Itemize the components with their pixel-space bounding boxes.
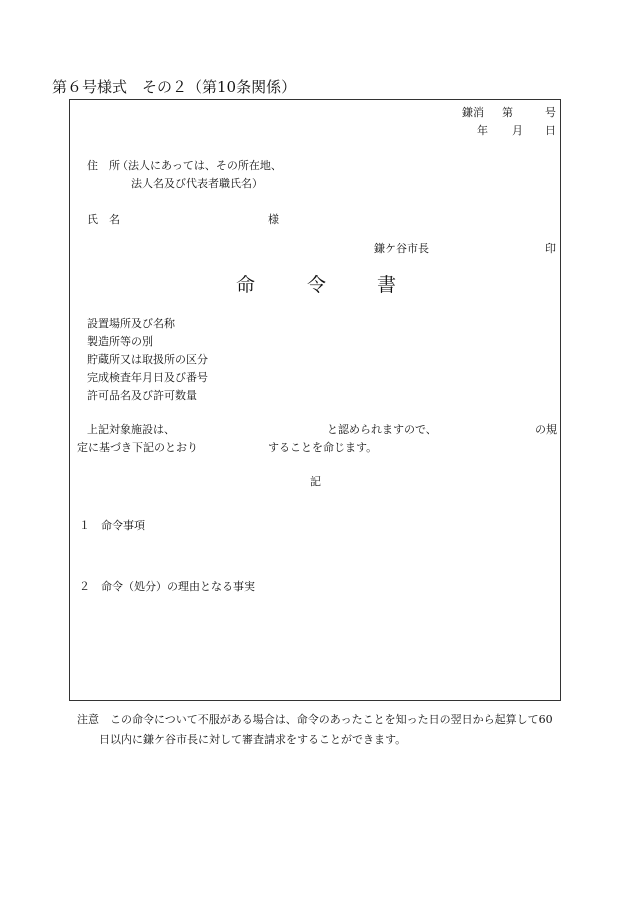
title-char-2: 令 bbox=[307, 274, 327, 296]
issuer-title: 鎌ケ谷市長 bbox=[374, 242, 429, 255]
field-facility-type: 製造所等の別 bbox=[87, 335, 153, 348]
notice-line2: 日以内に鎌ケ谷市長に対して審査請求をすることができます。 bbox=[99, 733, 407, 746]
name-label: 氏 名 bbox=[87, 213, 120, 226]
date-month: 月 bbox=[512, 124, 523, 137]
address-label: 住 所 bbox=[87, 159, 120, 172]
title-char-3: 書 bbox=[377, 274, 397, 296]
ref-go: 号 bbox=[545, 106, 556, 119]
date-day: 日 bbox=[545, 124, 556, 137]
seal-mark: 印 bbox=[545, 242, 556, 255]
field-location-name: 設置場所及び名称 bbox=[87, 317, 175, 330]
notice-line1: 注意 この命令について不服がある場合は、命令のあったことを知った日の翌日から起算して60 bbox=[77, 713, 553, 726]
ref-prefix: 鎌消 bbox=[462, 106, 484, 119]
ki-marker: 記 bbox=[310, 475, 321, 488]
body-line1-start: 上記対象施設は、 bbox=[87, 423, 175, 436]
honorific: 様 bbox=[268, 213, 279, 226]
field-permitted-items: 許可品名及び許可数量 bbox=[87, 389, 197, 402]
item-reason: ２ 命令（処分）の理由となる事実 bbox=[79, 580, 255, 593]
body-line2-end: することを命じます。 bbox=[268, 441, 378, 454]
body-line1-end: の規 bbox=[535, 423, 557, 436]
address-note-line1: （法人にあっては、その所在地、 bbox=[117, 159, 282, 172]
title-char-1: 命 bbox=[236, 274, 256, 296]
body-line2-start: 定に基づき下記のとおり bbox=[77, 441, 198, 454]
field-inspection-date: 完成検査年月日及び番号 bbox=[87, 371, 208, 384]
date-year: 年 bbox=[477, 124, 488, 137]
body-line1-mid: と認められますので、 bbox=[327, 423, 437, 436]
ref-dai: 第 bbox=[502, 106, 513, 119]
item-order: １ 命令事項 bbox=[79, 519, 145, 532]
form-title: 第６号様式 その２（第10条関係） bbox=[52, 78, 297, 96]
address-note-line2: 法人名及び代表者職氏名） bbox=[131, 177, 263, 190]
field-storage-class: 貯蔵所又は取扱所の区分 bbox=[87, 353, 208, 366]
